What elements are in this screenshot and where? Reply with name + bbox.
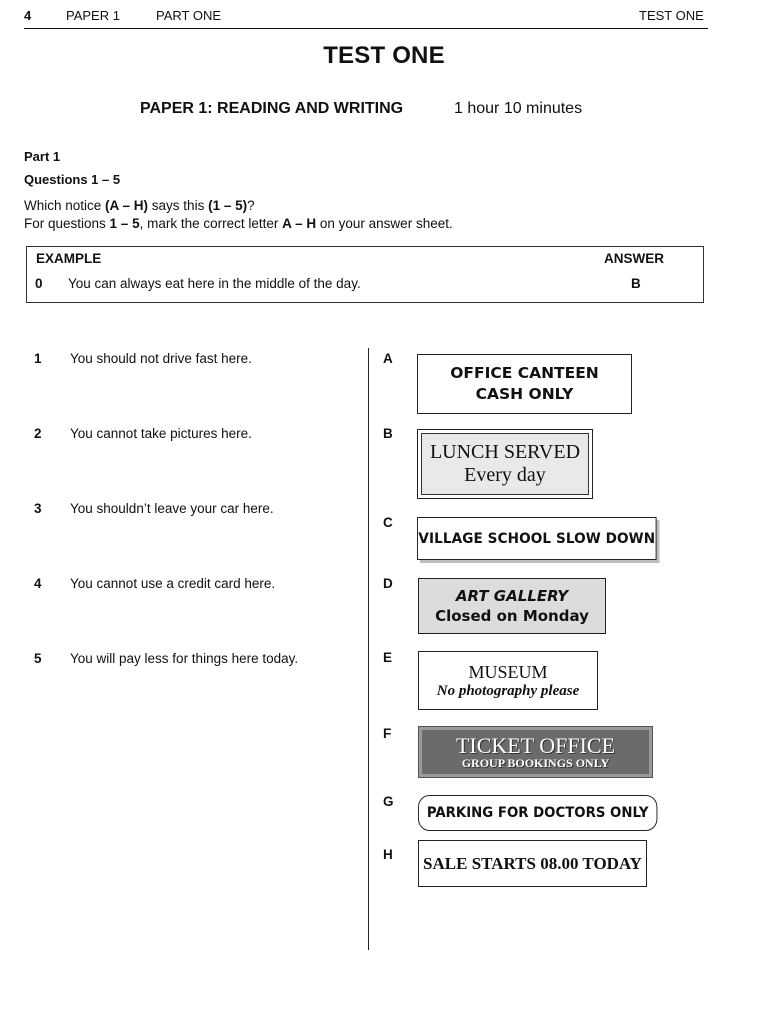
notice-line: LUNCH SERVED: [429, 441, 581, 463]
instruction-segment: on your answer sheet.: [316, 216, 453, 231]
notice-b-panel: [421, 433, 589, 495]
notice-letter: D: [383, 576, 393, 591]
question-number: 5: [34, 651, 42, 666]
notice-f-panel: [422, 730, 649, 774]
page-number: 4: [24, 8, 32, 23]
question-text: You cannot take pictures here.: [70, 426, 252, 441]
running-header-paper: PAPER 1: [66, 8, 120, 23]
notice-letter: H: [383, 847, 393, 862]
question-number: 4: [34, 576, 42, 591]
notice-f: [418, 726, 653, 778]
notice-h: [418, 840, 647, 887]
instruction-segment: , mark the correct letter: [139, 216, 283, 231]
question-number: 1: [34, 351, 42, 366]
notice-line: ART GALLERY: [455, 587, 569, 605]
column-divider: [368, 348, 369, 950]
paper-duration: 1 hour 10 minutes: [454, 100, 583, 117]
example-label: EXAMPLE: [36, 251, 102, 266]
question-text: You will pay less for things here today.: [70, 651, 299, 666]
question-number: 2: [34, 426, 42, 441]
notice-letter: B: [383, 426, 393, 441]
notice-letter: C: [383, 515, 393, 530]
notice-g: [418, 795, 657, 831]
example-number: 0: [35, 276, 43, 291]
notice-line: OFFICE CANTEEN: [450, 364, 599, 382]
notice-letter: F: [383, 726, 392, 741]
instruction-line-1: [24, 198, 255, 213]
notice-line: TICKET OFFICE: [455, 732, 616, 758]
instruction-segment: (1 – 5): [208, 198, 248, 213]
notice-line: Every day: [464, 464, 546, 486]
notice-a: [417, 354, 632, 414]
question-text: You shouldn’t leave your car here.: [70, 501, 274, 516]
notice-line: Closed on Monday: [435, 607, 589, 625]
part-label: Part 1: [24, 149, 61, 164]
notice-d: [418, 578, 606, 634]
notice-line: No photography please: [436, 682, 580, 699]
notice-letter: G: [383, 794, 394, 809]
notice-line: SALE STARTS 08.00 TODAY: [423, 853, 642, 873]
instruction-segment: (A – H): [105, 198, 149, 213]
page-title: TEST ONE: [323, 42, 445, 69]
question-text: You cannot use a credit card here.: [70, 576, 276, 591]
notice-e: [418, 651, 598, 710]
notice-letter: A: [383, 351, 393, 366]
paper-title: PAPER 1: READING AND WRITING: [140, 100, 404, 117]
running-header-test: TEST ONE: [639, 8, 704, 23]
questions-range: Questions 1 – 5: [24, 172, 121, 187]
notice-c: [417, 517, 657, 560]
instruction-segment: says this: [148, 198, 209, 213]
question-number: 3: [34, 501, 42, 516]
notice-line: PARKING FOR DOCTORS ONLY: [426, 805, 649, 821]
notice-line: GROUP BOOKINGS ONLY: [461, 755, 610, 770]
example-answer: B: [631, 276, 641, 291]
notice-line: CASH ONLY: [475, 385, 574, 403]
question-text: You should not drive fast here.: [70, 351, 252, 366]
notice-b: [417, 429, 593, 499]
example-text: You can always eat here in the middle of the day.: [68, 276, 361, 291]
answer-label: ANSWER: [604, 251, 664, 266]
instruction-segment: 1 – 5: [109, 216, 140, 231]
running-header-part: PART ONE: [156, 8, 222, 23]
notice-line: MUSEUM: [468, 661, 548, 682]
instruction-segment: ?: [247, 198, 255, 213]
instruction-segment: For questions: [24, 216, 110, 231]
instruction-segment: A – H: [282, 216, 317, 231]
header-rule: [24, 28, 708, 29]
instruction-segment: Which notice: [24, 198, 106, 213]
example-box: [26, 246, 704, 303]
notice-line: VILLAGE SCHOOL SLOW DOWN: [418, 530, 656, 547]
notice-letter: E: [383, 650, 393, 665]
instruction-line-2: [24, 216, 453, 231]
